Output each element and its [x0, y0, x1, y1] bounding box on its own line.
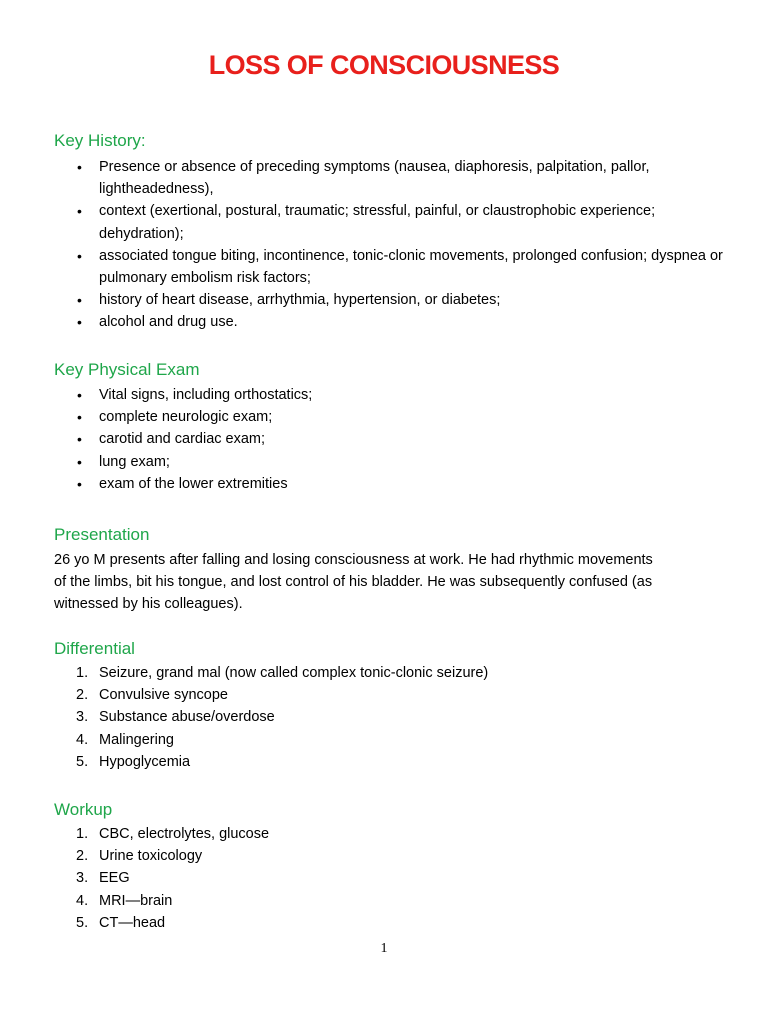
- list-item: [54, 684, 734, 706]
- list-text: CBC, electrolytes, glucose: [99, 826, 270, 842]
- list-number: 2.: [76, 687, 89, 704]
- list-item: • history of heart disease, arrhythmia, hypertension, or diabetes;: [54, 289, 734, 311]
- list-number: 4.: [76, 731, 89, 748]
- list-item: • carotid and cardiac exam;: [54, 428, 734, 450]
- list-item: [54, 823, 734, 845]
- presentation-text: 26 yo M presents after falling and losing consciousness at work. He had rhythmic movements of the limbs, bit his tongue, and lost control of his bladder. He was subsequently confused (as witnessed by his colleagues).: [54, 552, 653, 612]
- list-text: EEG: [99, 870, 130, 887]
- page-title: LOSS OF CONSCIOUSNESS: [208, 50, 560, 80]
- list-text: Seizure, grand mal (now called complex tonic-clonic seizure): [99, 665, 489, 681]
- presentation-heading: Presentation: [54, 525, 150, 544]
- list-number: 5.: [76, 914, 89, 931]
- list-text: Hypoglycemia: [99, 753, 191, 770]
- list-item: • Presence or absence of preceding symptoms (nausea, diaphoresis, palpitation, pallor, lightheadedness),: [54, 156, 734, 200]
- list-item: • alcohol and drug use.: [54, 311, 734, 333]
- list-item: [54, 867, 734, 889]
- list-item: [54, 662, 734, 684]
- list-text: MRI—brain: [99, 892, 173, 909]
- list-text: Convulsive syncope: [99, 687, 228, 704]
- list-item: [54, 890, 734, 912]
- list-number: 4.: [76, 892, 89, 909]
- list-text: Malingering: [99, 731, 174, 748]
- list-number: 3.: [76, 709, 89, 726]
- list-item: [54, 729, 734, 751]
- key-history-list: [54, 156, 734, 334]
- list-item: [54, 912, 734, 934]
- workup-heading: Workup: [54, 800, 113, 819]
- key-history-heading: Key History:: [54, 131, 146, 150]
- list-number: 3.: [76, 870, 89, 887]
- page-number: 1: [380, 941, 388, 956]
- list-item: • lung exam;: [54, 451, 734, 473]
- key-physical-exam-list: [54, 384, 734, 495]
- list-item: [54, 751, 734, 773]
- list-text: Substance abuse/overdose: [99, 709, 275, 726]
- list-number: 1.: [76, 665, 89, 681]
- differential-list: [54, 662, 734, 773]
- differential-heading: Differential: [54, 639, 135, 658]
- list-number: 2.: [76, 848, 89, 865]
- list-item: [54, 845, 734, 867]
- list-item: [54, 706, 734, 728]
- list-number: 5.: [76, 753, 89, 770]
- list-item: • Vital signs, including orthostatics;: [54, 384, 734, 406]
- list-number: 1.: [76, 826, 89, 842]
- list-item: • complete neurologic exam;: [54, 406, 734, 428]
- list-item: • exam of the lower extremities: [54, 473, 734, 495]
- workup-list: [54, 823, 734, 934]
- list-item: • associated tongue biting, incontinence, tonic-clonic movements, prolonged confusion; dyspnea or pulmonary embolism risk factors;: [54, 245, 734, 289]
- list-item: • context (exertional, postural, traumatic; stressful, painful, or claustrophobic experience; dehydration);: [54, 200, 734, 244]
- key-physical-exam-heading: Key Physical Exam: [54, 360, 200, 379]
- list-text: Urine toxicology: [99, 848, 203, 865]
- list-text: CT—head: [99, 914, 166, 931]
